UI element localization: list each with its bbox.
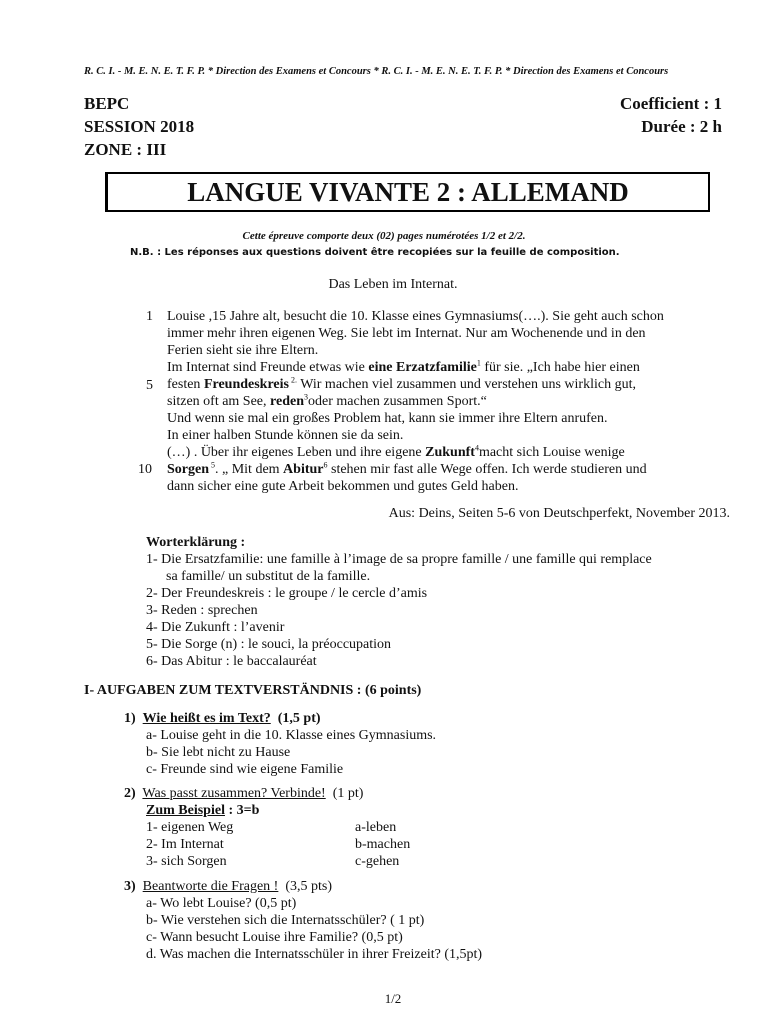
text-line: Im Internat sind Freunde etwas wie eine Erzatzfamilie$^1$ für sie. „Ich habe hier einen — [167, 358, 640, 375]
glossary — [146, 534, 652, 670]
list-item: a- Louise geht in die 10. Klasse eines Gymnasiums. — [146, 728, 437, 743]
duration: Durée : 2 h — [641, 117, 722, 136]
question-3: 3) Beantworte die Fragen ! (3,5 pts) a- Wo lebt Louise? (0,5 pt) b- Wie verstehen sich die Internatsschüler? ( 1 pt) c- Wann besucht Louise ihre Familie? (0,5 pt) d. Was machen die Internatsschüler in ihrer Freizeit? (1,5pt) — [124, 879, 483, 962]
text-line: dann sicher eine gute Arbeit bekommen und gutes Geld haben. — [167, 479, 519, 494]
exam-name: BEPC — [84, 94, 130, 113]
list-item: 2- Im Internat — [146, 837, 224, 852]
text-line: (…) . Über ihr eigenes Leben und ihre eigene Zukunft$^4$macht sich Louise wenige — [167, 443, 625, 460]
glossary-item: 1- Die Ersatzfamilie: une famille à l’image de sa propre famille / une famille qui remplace — [146, 552, 652, 567]
question-title: Beantworte die Fragen ! — [142, 879, 279, 894]
header-line: R. C. I. - M. E. N. E. T. F. P. * Direction des Examens et Concours * R. C. I. - M. E. N. E. T. F. P. * Direction des Examens et Concours — [84, 66, 669, 77]
keyword: eine Erzatzfamilie — [368, 360, 477, 375]
page-number: 1/2 — [384, 991, 402, 1006]
exam-session: SESSION 2018 — [84, 117, 195, 136]
pages-note: Cette épreuve comporte deux (02) pages numérotées 1/2 et 2/2. — [242, 230, 526, 242]
exam-zone: ZONE : III — [84, 140, 167, 159]
section-title: I- AUFGABEN ZUM TEXTVERSTÄNDNIS : (6 points) — [84, 683, 422, 698]
exam-info-right — [620, 92, 722, 138]
list-item: 1- eigenen Weg — [146, 820, 234, 835]
list-item: b-machen — [355, 837, 411, 852]
list-item: a- Wo lebt Louise? (0,5 pt) — [146, 896, 297, 911]
question-title: Wie heißt es im Text? — [142, 711, 271, 726]
keyword: Zukunft — [425, 445, 475, 460]
keyword: reden — [270, 394, 304, 409]
text-body — [167, 308, 664, 495]
line-number: 1 — [146, 309, 153, 324]
line-number: 10 — [138, 462, 152, 477]
text-line: festen Freundeskreis $^{2.}$ Wir machen viel zusammen und verstehen uns wirklich gut, — [167, 375, 636, 392]
keyword: Sorgen — [167, 462, 209, 477]
keyword: Abitur — [283, 462, 324, 477]
exam-info-left — [84, 92, 194, 161]
question-title: Was passt zusammen? Verbinde! — [142, 786, 326, 801]
nb-note: N.B. : Les réponses aux questions doivent être recopiées sur la feuille de composition. — [130, 247, 620, 258]
match-left-column — [146, 819, 233, 870]
glossary-item: 5- Die Sorge (n) : le souci, la préoccupation — [146, 637, 392, 652]
list-item: c- Freunde sind wie eigene Familie — [146, 762, 344, 777]
list-item: c-gehen — [355, 854, 400, 869]
exam-title-box — [105, 172, 710, 212]
example-label: Zum Beispiel — [146, 803, 225, 818]
text-line: Sorgen $^5$. „ Mit dem Abitur$^6$ stehen mir fast alle Wege offen. Ich werde studieren und — [167, 460, 647, 477]
list-item: c- Wann besucht Louise ihre Familie? (0,5 pt) — [146, 930, 403, 945]
glossary-title: Worterklärung : — [146, 535, 246, 550]
glossary-item: 4- Die Zukunft : l’avenir — [146, 620, 285, 635]
keyword: Freundeskreis — [203, 377, 289, 392]
list-item: d. Was machen die Internatsschüler in ihrer Freizeit? (1,5pt) — [146, 947, 483, 962]
glossary-item: 2- Der Freundeskreis : le groupe / le cercle d’amis — [146, 586, 428, 601]
text-title: Das Leben im Internat. — [328, 277, 458, 292]
glossary-item: 3- Reden : sprechen — [146, 603, 258, 618]
list-item: 3- sich Sorgen — [146, 854, 227, 869]
text-line: Ferien sieht sie ihre Eltern. — [167, 343, 319, 358]
match-right-column — [355, 819, 410, 870]
glossary-item: 6- Das Abitur : le baccalauréat — [146, 654, 317, 669]
glossary-item: sa famille/ un substitut de la famille. — [166, 569, 371, 584]
text-line: immer mehr ihren eigenen Weg. Sie lebt im Internat. Nur am Wochenende und in den — [167, 326, 646, 341]
source-citation: Aus: Deins, Seiten 5-6 von Deutschperfekt, November 2013. — [388, 506, 730, 521]
text-line: sitzen oft am See, reden$^3$oder machen zusammen Sport.“ — [167, 392, 487, 409]
text-line: Und wenn sie mal ein großes Problem hat, kann sie immer ihre Eltern anrufen. — [167, 411, 608, 426]
text-line: Louise ,15 Jahre alt, besucht die 10. Klasse eines Gymnasiums(….). Sie geht auch schon — [167, 309, 664, 324]
text-line: In einer halben Stunde können sie da sein. — [167, 428, 404, 443]
question-2: 2) Was passt zusammen? Verbinde! (1 pt) Zum Beispiel : 3=b — [124, 786, 364, 818]
list-item: a-leben — [355, 820, 397, 835]
list-item: b- Sie lebt nicht zu Hause — [146, 745, 291, 760]
list-item: b- Wie verstehen sich die Internatsschüler? ( 1 pt) — [146, 913, 425, 928]
line-number: 5 — [146, 378, 153, 393]
question-1: 1) Wie heißt es im Text? (1,5 pt) a- Louise geht in die 10. Klasse eines Gymnasiums. b- Sie lebt nicht zu Hause c- Freunde sind wie eigene Familie — [124, 711, 437, 777]
coefficient: Coefficient : 1 — [620, 94, 722, 113]
exam-title: LANGUE VIVANTE 2 : ALLEMAND — [187, 176, 629, 207]
